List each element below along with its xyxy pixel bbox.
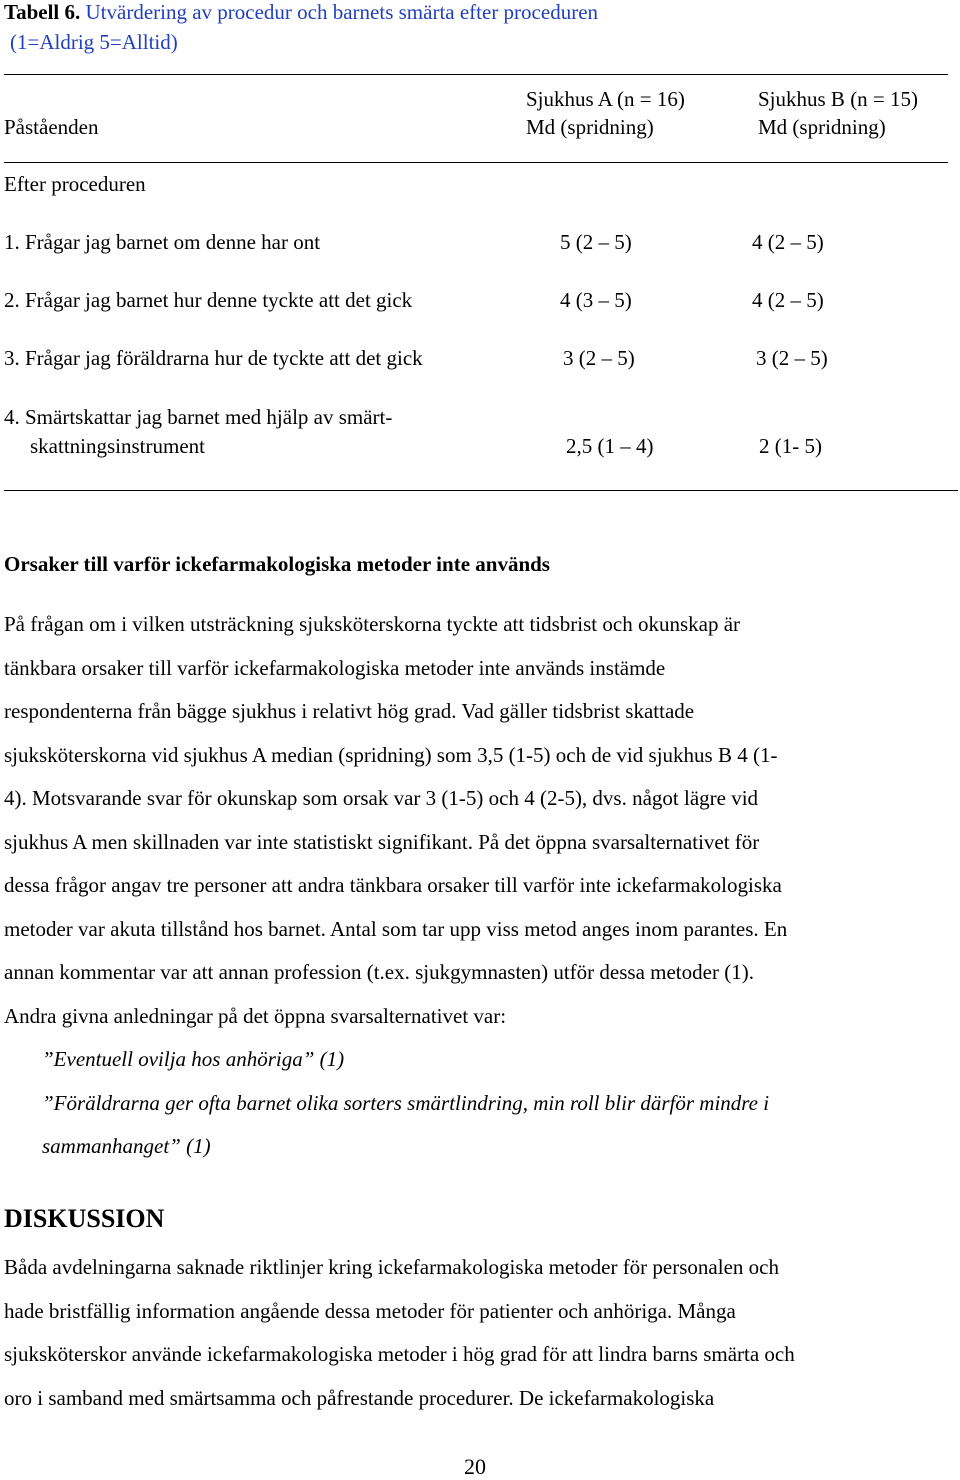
- body-line: dessa frågor angav tre personer att andra tänkbara orsaker till varför inte ickefarmakologiska: [4, 873, 782, 897]
- body-line: Båda avdelningarna saknade riktlinjer kring ickefarmakologiska metoder för personalen och: [4, 1255, 779, 1279]
- table-row-3-label: 3. Frågar jag föräldrarna hur de tyckte att det gick: [4, 346, 423, 370]
- quote-line: ”Föräldrarna ger ofta barnet olika sorters smärtlindring, min roll blir därför mindre i: [42, 1090, 770, 1115]
- table-bottom-rule: [4, 490, 958, 491]
- body-line: 4). Motsvarande svar för okunskap som orsak var 3 (1-5) och 4 (2-5), dvs. något lägre vid: [4, 786, 759, 810]
- table-row-2-a: 4 (3 – 5): [560, 288, 632, 312]
- section-body: [4, 603, 956, 1169]
- body-line: På frågan om i vilken utsträckning sjuksköterskorna tyckte att tidsbrist och okunskap är: [4, 612, 741, 636]
- table-row-1-b: 4 (2 – 5): [752, 230, 824, 254]
- quote-line: ”Eventuell ovilja hos anhöriga” (1): [42, 1047, 345, 1071]
- table-section-label: Efter proceduren: [4, 172, 146, 196]
- table-row-4-a: 2,5 (1 – 4): [566, 434, 654, 458]
- page-number: 20: [464, 1454, 486, 1479]
- body-line: sjuksköterskorna vid sjukhus A median (spridning) som 3,5 (1-5) och de vid sjukhus B 4 (1-: [4, 742, 778, 767]
- body-line: annan kommentar var att annan profession (t.ex. sjukgymnasten) utför dessa metoder (1).: [4, 960, 754, 984]
- table-row-4-label: 4. Smärtskattar jag barnet med hjälp av smärt-: [4, 405, 393, 429]
- discussion-heading: DISKUSSION: [4, 1204, 165, 1233]
- quote-line: sammanhanget” (1): [42, 1134, 211, 1158]
- col-b-header-line1: Sjukhus B (n = 15): [758, 87, 919, 111]
- body-line: oro i samband med smärtsamma och påfrestande procedurer. De ickefarmakologiska: [4, 1385, 715, 1410]
- table-row-1-label: 1. Frågar jag barnet om denne har ont: [4, 230, 321, 254]
- col-a-header-line2: Md (spridning): [526, 115, 654, 139]
- body-line: respondenterna från bägge sjukhus i relativt hög grad. Vad gäller tidsbrist skattade: [4, 699, 695, 723]
- body-line: tänkbara orsaker till varför ickefarmakologiska metoder inte används instämde: [4, 655, 666, 680]
- table-row-2-label: 2. Frågar jag barnet hur denne tyckte att det gick: [4, 288, 413, 312]
- table-header-rule: [4, 162, 948, 163]
- body-line: metoder var akuta tillstånd hos barnet. Antal som tar upp viss metod anges inom parantes. En: [4, 916, 788, 941]
- col-b-header-line2: Md (spridning): [758, 115, 886, 139]
- table-top-rule: [4, 74, 948, 75]
- section-heading: Orsaker till varför ickefarmakologiska metoder inte används: [4, 552, 550, 576]
- table-row-3-b: 3 (2 – 5): [756, 346, 828, 370]
- discussion-body: [4, 1246, 956, 1420]
- table-subtitle: (1=Aldrig 5=Alltid): [10, 30, 178, 54]
- body-line: hade bristfällig information angående dessa metoder för patienter och anhöriga. Många: [4, 1298, 736, 1323]
- table-title-text: Utvärdering av procedur och barnets smärta efter proceduren: [80, 0, 599, 24]
- table-row-1-a: 5 (2 – 5): [560, 230, 632, 254]
- table-row-4-label-cont: skattningsinstrument: [30, 434, 205, 458]
- table-title: [4, 0, 598, 25]
- body-line: sjuksköterskor använde ickefarmakologiska metoder i hög grad för att lindra barns smärta och: [4, 1342, 795, 1366]
- row-header: Påståenden: [4, 115, 99, 139]
- body-line: Andra givna anledningar på det öppna svarsalternativet var:: [4, 1003, 507, 1028]
- table-row-4-b: 2 (1- 5): [759, 434, 822, 458]
- body-line: sjukhus A men skillnaden var inte statistiskt signifikant. På det öppna svarsalternativet för: [4, 829, 760, 854]
- table-title-prefix: Tabell 6.: [4, 0, 81, 24]
- table-row-3-a: 3 (2 – 5): [563, 346, 635, 370]
- col-a-header-line1: Sjukhus A (n = 16): [526, 87, 685, 111]
- table-row-2-b: 4 (2 – 5): [752, 288, 824, 312]
